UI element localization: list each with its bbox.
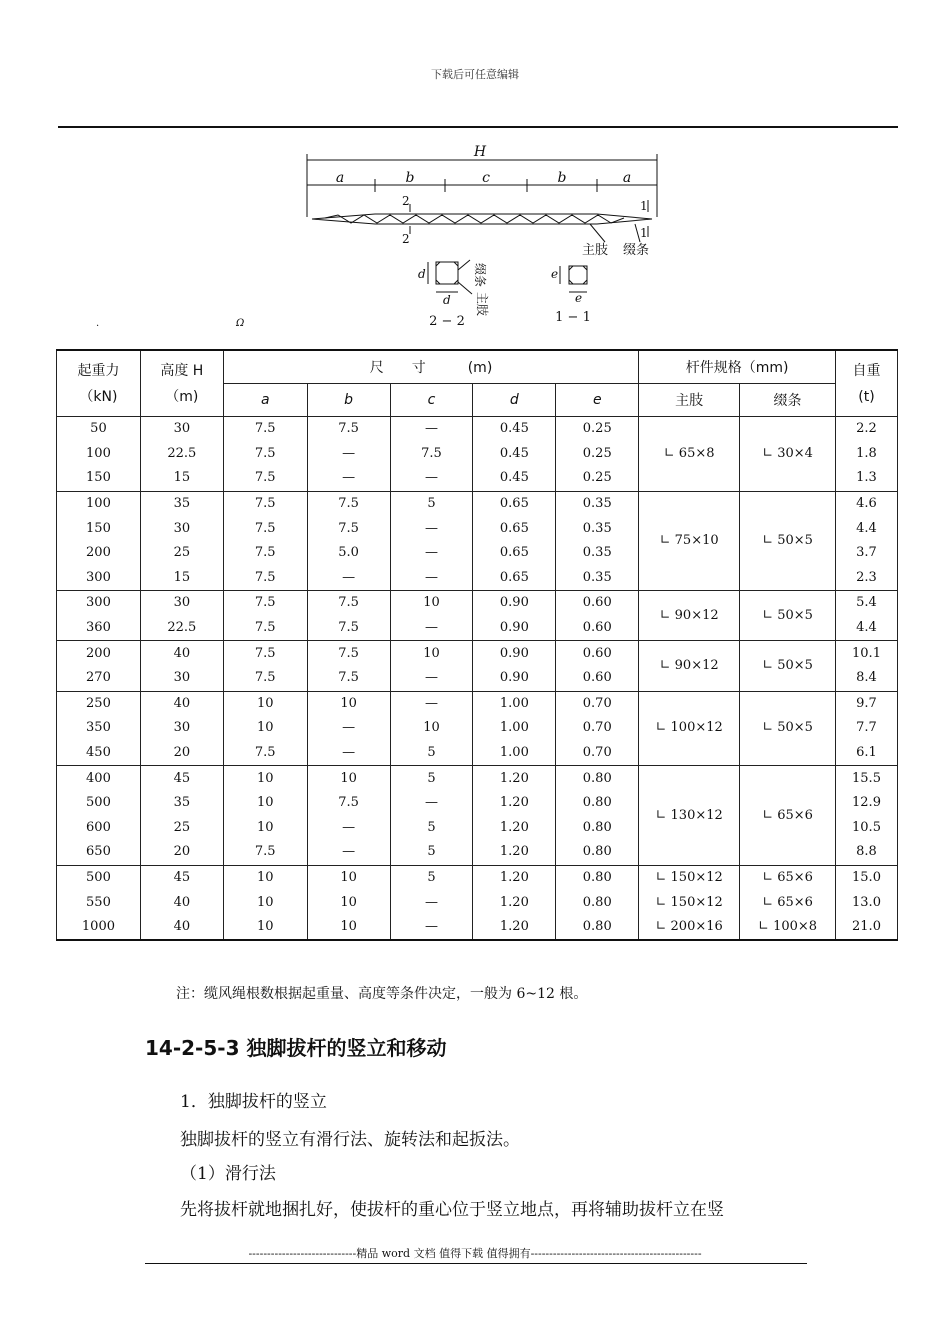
cell-c: — (390, 516, 473, 541)
cell-weight: 4.4 (836, 616, 898, 641)
cell-weight: 8.4 (836, 666, 898, 691)
header-e: e (556, 384, 639, 417)
cell-b: — (307, 840, 390, 865)
label-zhuzhi-sec: 主肢 (475, 292, 489, 317)
cell-c: — (390, 466, 473, 491)
cell-height: 30 (140, 591, 223, 616)
cell-d: 1.00 (473, 691, 556, 716)
label-seg-c: c (482, 170, 490, 186)
cell-a: 7.5 (223, 591, 307, 616)
cell-c: 7.5 (390, 442, 473, 467)
cell-weight: 8.8 (836, 840, 898, 865)
header-note: 下载后可任意编辑 (431, 68, 519, 81)
cell-e: 0.60 (556, 591, 639, 616)
cell-b: 7.5 (307, 666, 390, 691)
cell-main-chord: ∟ 130×12 (639, 766, 740, 865)
cell-e: 0.25 (556, 442, 639, 467)
caption-2-2: 2 − 2 (429, 314, 465, 329)
cell-b: 10 (307, 691, 390, 716)
cell-weight: 10.1 (836, 641, 898, 666)
cell-weight: 15.0 (836, 865, 898, 890)
cell-c: — (390, 915, 473, 941)
mast-diagram (290, 142, 680, 337)
cell-lacing: ∟ 100×8 (740, 915, 836, 941)
cell-b: 10 (307, 915, 390, 941)
cell-b: — (307, 442, 390, 467)
label-seg-a1: a (335, 170, 345, 186)
cell-c: 5 (390, 741, 473, 766)
header-load: 起重力 （kN) (57, 350, 141, 417)
label-zhuzhi-main: 主肢 (582, 243, 609, 258)
label-seg-b2: b (557, 170, 567, 186)
cell-load: 600 (57, 816, 141, 841)
cell-a: 10 (223, 791, 307, 816)
cell-weight: 4.4 (836, 516, 898, 541)
cell-c: — (390, 541, 473, 566)
cell-height: 45 (140, 865, 223, 890)
label-zhuitiao-sec: 缀条 (473, 263, 487, 288)
cell-d: 0.45 (473, 417, 556, 442)
cell-c: 5 (390, 766, 473, 791)
table-row (57, 641, 898, 666)
cell-d: 1.20 (473, 840, 556, 865)
label-H: H (473, 144, 487, 160)
cell-e: 0.70 (556, 716, 639, 741)
cell-a: 7.5 (223, 641, 307, 666)
cell-d: 0.65 (473, 566, 556, 591)
cell-height: 45 (140, 766, 223, 791)
cell-height: 40 (140, 691, 223, 716)
cell-d: 1.20 (473, 890, 556, 915)
cell-weight: 21.0 (836, 915, 898, 941)
cell-weight: 4.6 (836, 491, 898, 516)
cell-a: 10 (223, 890, 307, 915)
cell-a: 7.5 (223, 491, 307, 516)
cell-a: 7.5 (223, 840, 307, 865)
cell-main-chord: ∟ 90×12 (639, 591, 740, 641)
cell-lacing: ∟ 65×6 (740, 865, 836, 890)
paragraph: 先将拔杆就地捆扎好，使拔杆的重心位于竖立地点，再将辅助拔杆立在竖 (180, 1200, 724, 1220)
label-e-left: e (551, 267, 559, 281)
cell-e: 0.35 (556, 516, 639, 541)
cell-e: 0.80 (556, 791, 639, 816)
table-row (57, 865, 898, 890)
label-d-left: d (418, 267, 426, 281)
cell-load: 300 (57, 591, 141, 616)
header-a: a (223, 384, 307, 417)
paragraph: 独脚拔杆的竖立有滑行法、旋转法和起扳法。 (180, 1130, 520, 1150)
cell-b: 10 (307, 766, 390, 791)
cell-d: 0.90 (473, 666, 556, 691)
cell-a: 7.5 (223, 516, 307, 541)
cell-height: 15 (140, 466, 223, 491)
cell-a: 10 (223, 766, 307, 791)
table-row (57, 691, 898, 716)
cell-weight: 13.0 (836, 890, 898, 915)
cell-e: 0.70 (556, 741, 639, 766)
cell-a: 10 (223, 691, 307, 716)
cell-main-chord: ∟ 200×16 (639, 915, 740, 941)
cell-load: 650 (57, 840, 141, 865)
mark-1-top: 1 (640, 199, 648, 213)
cell-lacing: ∟ 65×6 (740, 890, 836, 915)
cell-a: 7.5 (223, 466, 307, 491)
cell-weight: 7.7 (836, 716, 898, 741)
cell-lacing: ∟ 65×6 (740, 766, 836, 865)
cell-c: — (390, 566, 473, 591)
cell-a: 7.5 (223, 666, 307, 691)
cell-b: — (307, 816, 390, 841)
cell-load: 400 (57, 766, 141, 791)
cell-load: 50 (57, 417, 141, 442)
cell-c: — (390, 890, 473, 915)
cell-e: 0.35 (556, 541, 639, 566)
cell-height: 30 (140, 666, 223, 691)
cell-b: 7.5 (307, 791, 390, 816)
cell-a: 10 (223, 915, 307, 941)
cell-load: 300 (57, 566, 141, 591)
cell-height: 25 (140, 541, 223, 566)
cell-load: 250 (57, 691, 141, 716)
cell-height: 15 (140, 566, 223, 591)
paragraph: （1）滑行法 (180, 1164, 276, 1184)
cell-e: 0.60 (556, 641, 639, 666)
cell-height: 30 (140, 516, 223, 541)
cell-a: 10 (223, 865, 307, 890)
cell-d: 0.65 (473, 491, 556, 516)
section-title: 14-2-5-3 独脚拔杆的竖立和移动 (145, 1036, 447, 1060)
cell-e: 0.80 (556, 890, 639, 915)
cell-load: 200 (57, 541, 141, 566)
cell-main-chord: ∟ 65×8 (639, 417, 740, 492)
table-row (57, 417, 898, 442)
footer-text: -----------------------------精品 word 文档 值得下载 值得拥有---------------------------------------------- (248, 1247, 702, 1260)
cell-load: 150 (57, 466, 141, 491)
cell-load: 200 (57, 641, 141, 666)
cell-e: 0.60 (556, 616, 639, 641)
cell-height: 35 (140, 491, 223, 516)
cell-weight: 6.1 (836, 741, 898, 766)
cell-b: 10 (307, 890, 390, 915)
cell-e: 0.80 (556, 816, 639, 841)
cell-a: 7.5 (223, 616, 307, 641)
header-weight: 自重 (t) (836, 350, 898, 417)
cell-d: 0.65 (473, 541, 556, 566)
label-d-bottom: d (443, 293, 451, 307)
cell-b: — (307, 716, 390, 741)
cell-height: 35 (140, 791, 223, 816)
cell-c: 10 (390, 591, 473, 616)
cell-e: 0.35 (556, 491, 639, 516)
cell-lacing: ∟ 50×5 (740, 691, 836, 766)
table-row (57, 491, 898, 516)
label-zhuitiao-main: 缀条 (623, 243, 650, 258)
cell-b: 10 (307, 865, 390, 890)
cell-c: 5 (390, 840, 473, 865)
header-d: d (473, 384, 556, 417)
cell-weight: 5.4 (836, 591, 898, 616)
cell-d: 1.20 (473, 915, 556, 941)
cell-e: 0.80 (556, 865, 639, 890)
cell-b: 7.5 (307, 417, 390, 442)
cell-load: 100 (57, 491, 141, 516)
cell-height: 22.5 (140, 616, 223, 641)
header-height: 高度 H （m) (140, 350, 223, 417)
cell-d: 0.65 (473, 516, 556, 541)
cell-c: — (390, 791, 473, 816)
caption-1-1: 1 − 1 (555, 310, 591, 325)
cell-load: 550 (57, 890, 141, 915)
cell-weight: 10.5 (836, 816, 898, 841)
cell-d: 1.00 (473, 716, 556, 741)
cell-height: 30 (140, 716, 223, 741)
cell-b: 7.5 (307, 591, 390, 616)
cell-load: 100 (57, 442, 141, 467)
cell-c: — (390, 616, 473, 641)
header-b: b (307, 384, 390, 417)
header-main-chord: 主肢 (639, 384, 740, 417)
cell-height: 40 (140, 915, 223, 941)
cell-a: 7.5 (223, 741, 307, 766)
cell-c: 5 (390, 816, 473, 841)
cell-d: 1.20 (473, 766, 556, 791)
cell-load: 150 (57, 516, 141, 541)
cell-e: 0.70 (556, 691, 639, 716)
cell-b: 7.5 (307, 491, 390, 516)
cell-weight: 2.3 (836, 566, 898, 591)
cell-weight: 1.3 (836, 466, 898, 491)
stray-mark: Ω (236, 318, 245, 329)
cell-e: 0.35 (556, 566, 639, 591)
cell-height: 20 (140, 741, 223, 766)
cell-main-chord: ∟ 150×12 (639, 865, 740, 890)
cell-a: 7.5 (223, 417, 307, 442)
cell-b: — (307, 466, 390, 491)
header-lacing: 缀条 (740, 384, 836, 417)
cell-c: — (390, 417, 473, 442)
cell-e: 0.80 (556, 840, 639, 865)
cell-a: 10 (223, 816, 307, 841)
cell-e: 0.25 (556, 466, 639, 491)
cell-load: 350 (57, 716, 141, 741)
cell-e: 0.60 (556, 666, 639, 691)
cell-lacing: ∟ 30×4 (740, 417, 836, 492)
cell-main-chord: ∟ 75×10 (639, 491, 740, 590)
mark-2-top: 2 (402, 194, 410, 208)
cell-main-chord: ∟ 90×12 (639, 641, 740, 691)
label-e-bottom: e (575, 291, 583, 305)
table-row (57, 766, 898, 791)
cell-b: 7.5 (307, 641, 390, 666)
cell-c: — (390, 666, 473, 691)
cell-load: 500 (57, 865, 141, 890)
cell-d: 0.90 (473, 641, 556, 666)
cell-height: 30 (140, 417, 223, 442)
cell-b: 7.5 (307, 516, 390, 541)
cell-d: 1.20 (473, 816, 556, 841)
paragraph: 1．独脚拔杆的竖立 (180, 1092, 327, 1112)
cell-d: 1.00 (473, 741, 556, 766)
cell-lacing: ∟ 50×5 (740, 591, 836, 641)
cell-height: 40 (140, 890, 223, 915)
cell-b: 5.0 (307, 541, 390, 566)
table-row (57, 890, 898, 915)
cell-d: 1.20 (473, 791, 556, 816)
header-dimensions: 尺 寸 (m) (223, 350, 638, 384)
cell-lacing: ∟ 50×5 (740, 641, 836, 691)
cell-weight: 12.9 (836, 791, 898, 816)
cell-c: 10 (390, 641, 473, 666)
cell-e: 0.80 (556, 766, 639, 791)
cell-weight: 3.7 (836, 541, 898, 566)
table-row (57, 591, 898, 616)
cell-main-chord: ∟ 150×12 (639, 890, 740, 915)
cell-c: 5 (390, 491, 473, 516)
cell-load: 500 (57, 791, 141, 816)
cell-b: — (307, 741, 390, 766)
cell-height: 20 (140, 840, 223, 865)
cell-e: 0.25 (556, 417, 639, 442)
cell-c: — (390, 691, 473, 716)
label-seg-a2: a (622, 170, 632, 186)
cell-d: 0.90 (473, 591, 556, 616)
cell-a: 7.5 (223, 442, 307, 467)
bottom-rule (145, 1263, 807, 1264)
cell-height: 25 (140, 816, 223, 841)
mark-2-bottom: 2 (402, 232, 410, 246)
cell-a: 10 (223, 716, 307, 741)
top-rule (58, 126, 898, 128)
cell-height: 22.5 (140, 442, 223, 467)
mast-spec-table (56, 349, 898, 941)
cell-d: 0.45 (473, 466, 556, 491)
cell-main-chord: ∟ 100×12 (639, 691, 740, 766)
cell-weight: 2.2 (836, 417, 898, 442)
mark-1-bottom: 1 (640, 226, 648, 240)
cell-d: 0.45 (473, 442, 556, 467)
header-member-spec: 杆件规格（mm) (639, 350, 836, 384)
table-row (57, 915, 898, 941)
cell-height: 40 (140, 641, 223, 666)
cell-e: 0.80 (556, 915, 639, 941)
cell-a: 7.5 (223, 566, 307, 591)
cell-d: 0.90 (473, 616, 556, 641)
cell-c: 5 (390, 865, 473, 890)
table-note: 注：缆风绳根数根据起重量、高度等条件决定，一般为 6~12 根。 (176, 986, 588, 1002)
stray-mark: . (96, 318, 100, 329)
cell-load: 270 (57, 666, 141, 691)
cell-c: 10 (390, 716, 473, 741)
cell-weight: 9.7 (836, 691, 898, 716)
cell-a: 7.5 (223, 541, 307, 566)
cell-load: 360 (57, 616, 141, 641)
cell-d: 1.20 (473, 865, 556, 890)
cell-load: 1000 (57, 915, 141, 941)
cell-b: — (307, 566, 390, 591)
cell-weight: 15.5 (836, 766, 898, 791)
header-c: c (390, 384, 473, 417)
cell-b: 7.5 (307, 616, 390, 641)
cell-load: 450 (57, 741, 141, 766)
label-seg-b1: b (405, 170, 415, 186)
cell-weight: 1.8 (836, 442, 898, 467)
cell-lacing: ∟ 50×5 (740, 491, 836, 590)
